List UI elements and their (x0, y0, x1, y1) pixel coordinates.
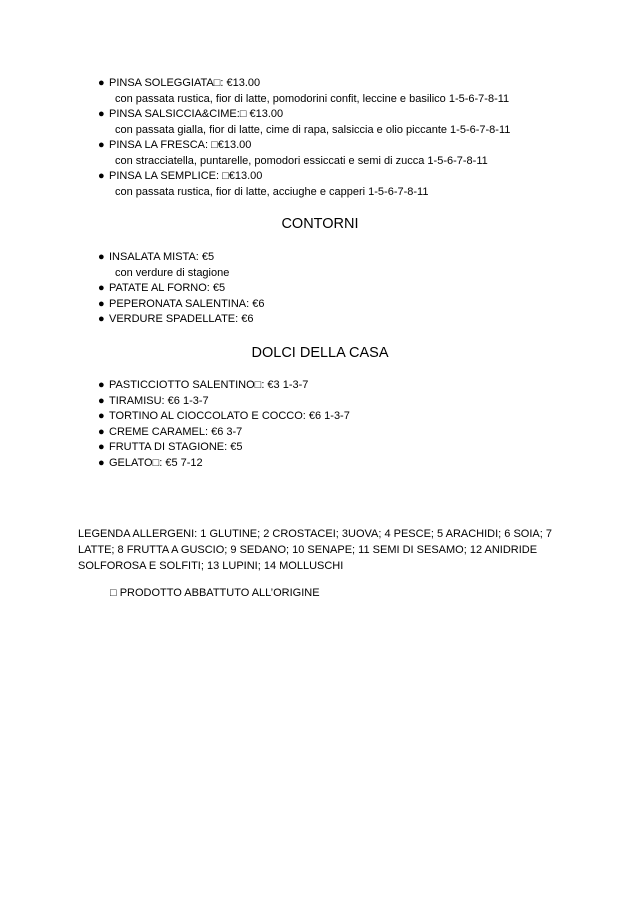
list-item (98, 456, 350, 472)
item-description: con stracciatella, puntarelle, pomodori essiccati e semi di zucca 1-5-6-7-8-11 (115, 154, 488, 167)
bullet-icon: ● (98, 170, 105, 182)
bullet-icon: ● (98, 108, 105, 120)
item-name: PEPERONATA SALENTINA: €6 (109, 297, 265, 310)
item-description: con verdure di stagione (115, 266, 230, 279)
list-item (98, 378, 350, 394)
item-name: PINSA SALSICCIA&CIME:□ €13.00 (109, 108, 284, 120)
bullet-icon: ● (98, 297, 105, 310)
bullet-icon: ● (98, 313, 105, 325)
bullet-icon: ● (98, 77, 105, 89)
list-item (98, 250, 264, 281)
item-name: CREME CARAMEL: €6 3-7 (109, 425, 243, 438)
bullet-icon: ● (98, 251, 105, 263)
item-description: con passata rustica, fior di latte, acciughe e capperi 1-5-6-7-8-11 (115, 185, 429, 198)
bullet-icon: ● (98, 139, 105, 151)
list-item (98, 107, 510, 138)
list-item (98, 169, 510, 200)
item-name: GELATO□: €5 7-12 (109, 456, 203, 469)
list-item (98, 312, 264, 328)
list-item (98, 138, 510, 169)
item-name: VERDURE SPADELLATE: €6 (109, 313, 254, 325)
bullet-icon: ● (98, 456, 105, 469)
section-title-contorni: CONTORNI (281, 216, 359, 232)
item-name: FRUTTA DI STAGIONE: €5 (109, 441, 243, 453)
item-name: PASTICCIOTTO SALENTINO□: €3 1-3-7 (109, 379, 309, 391)
list-item (98, 425, 350, 441)
item-name: PINSA LA SEMPLICE: □€13.00 (109, 170, 263, 182)
list-item (98, 394, 350, 410)
bullet-icon: ● (98, 410, 105, 422)
item-description: con passata rustica, fior di latte, pomodorini confit, leccine e basilico 1-5-6-7-8-11 (115, 92, 510, 105)
contorni-list (98, 250, 264, 328)
allergen-legend: LEGENDA ALLERGENI: 1 GLUTINE; 2 CROSTACEI; 3UOVA; 4 PESCE; 5 ARACHIDI; 6 SOIA; 7 LATTE; 8 FRUTTA A GUSCIO; 9 SEDANO; 10 SENAPE; 11 SEMI DI SESAMO; 12 ANIDRIDE SOLFOROSA E SOLFITI; 13 LUPINI; 14 MOLLUSCHI (78, 528, 552, 572)
item-name: PINSA LA FRESCA: □€13.00 (109, 139, 252, 151)
item-name: PINSA SOLEGGIATA□: €13.00 (109, 77, 261, 89)
list-item (98, 440, 350, 456)
blast-chilled-note: □ PRODOTTO ABBATTUTO ALL’ORIGINE (110, 587, 320, 599)
bullet-icon: ● (98, 425, 105, 438)
pinse-list (98, 76, 510, 200)
item-name: TORTINO AL CIOCCOLATO E COCCO: €6 1-3-7 (109, 410, 350, 422)
item-name: PATATE AL FORNO: €5 (109, 282, 226, 294)
item-name: TIRAMISU: €6 1-3-7 (109, 394, 209, 407)
item-description: con passata gialla, fior di latte, cime di rapa, salsiccia e olio piccante 1-5-6-7-8-11 (115, 123, 511, 136)
list-item (98, 281, 264, 297)
list-item (98, 76, 510, 107)
bullet-icon: ● (98, 394, 105, 407)
bullet-icon: ● (98, 441, 105, 453)
list-item (98, 297, 264, 313)
bullet-icon: ● (98, 282, 105, 294)
section-title-dolci: DOLCI DELLA CASA (251, 345, 389, 361)
bullet-icon: ● (98, 379, 105, 391)
item-name: INSALATA MISTA: €5 (109, 251, 215, 263)
list-item (98, 409, 350, 425)
dolci-list (98, 378, 350, 471)
